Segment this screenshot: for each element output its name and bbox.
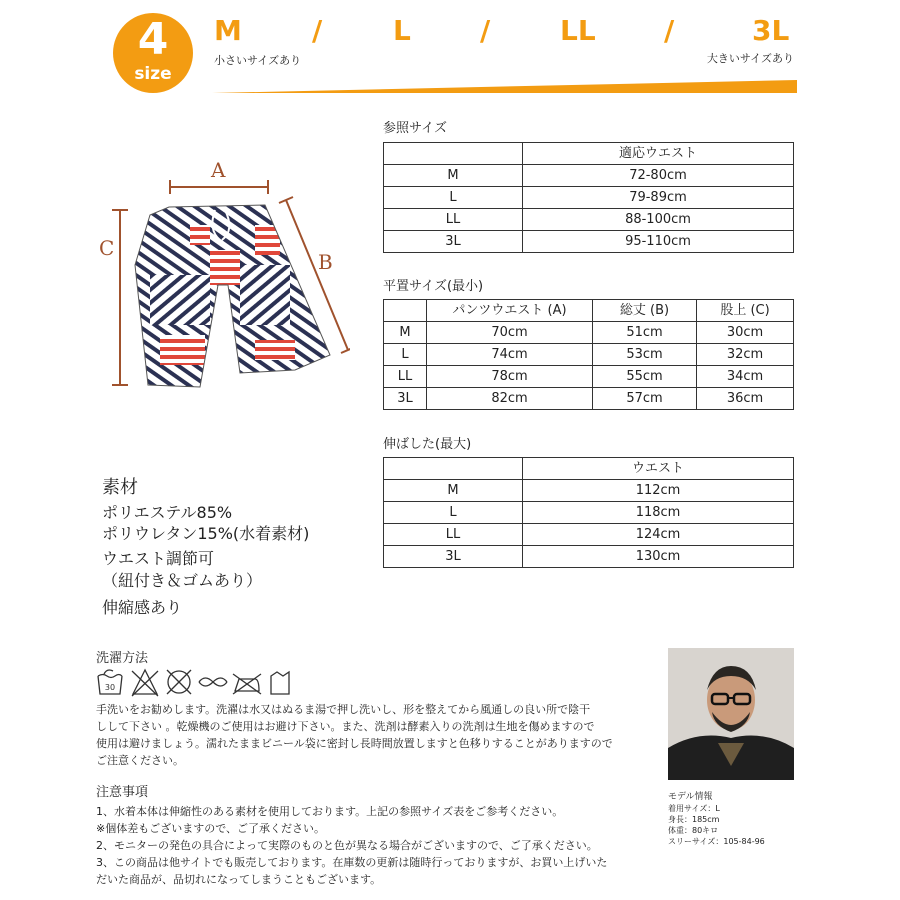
- value-cell: 32cm: [697, 344, 794, 366]
- header-cell: [384, 458, 523, 480]
- small-size-note: 小さいサイズあり: [214, 54, 302, 67]
- no-wring-icon: [199, 678, 227, 686]
- no-tumble-dry-icon: [167, 670, 191, 694]
- size-m: M: [214, 14, 242, 47]
- value-cell: 51cm: [593, 322, 697, 344]
- badge-number: 4: [137, 14, 169, 65]
- paragraph-line: しして下さい 。乾燥機のご使用はお避け下さい。また、洗剤は酵素入りの洗剤は生地を傷めますので: [96, 720, 595, 733]
- size-cell: 3L: [384, 546, 523, 568]
- reference-title: 参照サイズ: [383, 121, 447, 136]
- flat-size-table: [383, 299, 794, 410]
- washing-title: 洗濯方法: [96, 651, 149, 666]
- model-photo: [668, 648, 794, 780]
- size-cell: LL: [384, 209, 523, 231]
- header-cell: [384, 300, 427, 322]
- table-row: [384, 165, 794, 187]
- value-cell: 36cm: [697, 388, 794, 410]
- size-list: [212, 14, 797, 48]
- dry-clean-icon: [271, 672, 289, 694]
- value-cell: 88-100cm: [523, 209, 794, 231]
- header-cell: 総丈 (B): [593, 300, 697, 322]
- value-cell: 78cm: [427, 366, 593, 388]
- size-cell: L: [384, 187, 523, 209]
- model-info: [668, 803, 765, 847]
- value-cell: 79-89cm: [523, 187, 794, 209]
- table-row: [384, 366, 794, 388]
- note-line: 3、この商品は他サイトでも販売しております。在庫数の更新は随時行っておりますが、お買い上げいた: [96, 856, 608, 869]
- size-cell: L: [384, 344, 427, 366]
- flat-size-title: 平置サイズ(最小): [383, 279, 484, 294]
- table-header: [384, 458, 794, 480]
- value-cell: 57cm: [593, 388, 697, 410]
- table-header: [384, 300, 794, 322]
- shorts-measurement-diagram: [90, 155, 350, 400]
- label-b: B: [318, 250, 333, 274]
- size-cell: LL: [384, 524, 523, 546]
- badge-label: size: [134, 64, 172, 84]
- header-cell: 適応ウエスト: [523, 143, 794, 165]
- size-count-badge: [113, 13, 193, 93]
- value-cell: 124cm: [523, 524, 794, 546]
- header-cell: 股上 (C): [697, 300, 794, 322]
- table-row: [384, 209, 794, 231]
- note-line: だいた商品が、品切れになってしまうこともございます。: [96, 873, 382, 886]
- value-cell: 112cm: [523, 480, 794, 502]
- size-cell: M: [384, 322, 427, 344]
- table-header: [384, 143, 794, 165]
- value-cell: 74cm: [427, 344, 593, 366]
- table-row: [384, 524, 794, 546]
- size-l: L: [393, 14, 411, 47]
- size-cell: 3L: [384, 388, 427, 410]
- notes-text: [96, 803, 607, 888]
- value-cell: 53cm: [593, 344, 697, 366]
- paragraph-line: 手洗いをお勧めします。洗濯は水又はぬるま湯で押し洗いし、形を整えてから風通しの良い所で陰干: [96, 703, 591, 716]
- size-separator: /: [664, 14, 675, 47]
- material-line: 伸縮感あり: [102, 598, 183, 617]
- value-cell: 30cm: [697, 322, 794, 344]
- note-line: 1、水着本体は伸縮性のある素材を使用しております。上記の参照サイズ表をご参考ください。: [96, 805, 564, 818]
- header-accent-stripe: [212, 80, 797, 94]
- table-row: [384, 231, 794, 253]
- hand-wash-icon: [98, 670, 122, 694]
- size-cell: M: [384, 480, 523, 502]
- note-line: ※個体差もございますので、ご了承ください。: [96, 822, 325, 835]
- size-3l: 3L: [752, 14, 790, 47]
- table-row: [384, 344, 794, 366]
- model-info-line: 身長：185cm: [668, 815, 720, 824]
- table-row: [384, 187, 794, 209]
- size-cell: L: [384, 502, 523, 524]
- material-line: （紐付き＆ゴムあり）: [102, 571, 263, 590]
- material-title: 素材: [102, 477, 138, 498]
- care-icons: [95, 666, 295, 698]
- header-cell: ウエスト: [523, 458, 794, 480]
- value-cell: 34cm: [697, 366, 794, 388]
- header-cell: パンツウエスト (A): [427, 300, 593, 322]
- model-info-title: モデル情報: [668, 792, 713, 802]
- stretch-size-title: 伸ばした(最大): [383, 437, 472, 452]
- stretch-size-table: [383, 457, 794, 568]
- washing-text: [96, 701, 613, 769]
- large-size-note: 大きいサイズあり: [706, 52, 794, 65]
- model-info-line: 着用サイズ：L: [668, 804, 720, 813]
- no-bleach-icon: [132, 670, 158, 696]
- material-line: ウエスト調節可: [102, 549, 215, 568]
- size-cell: LL: [384, 366, 427, 388]
- size-separator: /: [480, 14, 491, 47]
- value-cell: 55cm: [593, 366, 697, 388]
- value-cell: 130cm: [523, 546, 794, 568]
- size-cell: M: [384, 165, 523, 187]
- material-line: ポリエステル85%: [102, 503, 233, 522]
- value-cell: 118cm: [523, 502, 794, 524]
- material-line: ポリウレタン15%(水着素材): [102, 524, 310, 543]
- model-info-line: 体重：80キロ: [668, 826, 719, 835]
- note-line: 2、モニターの発色の具合によって実際のものと色が異なる場合がございますので、ご了承ください。: [96, 839, 598, 852]
- table-row: [384, 388, 794, 410]
- paragraph-line: 使用は避けましょう。濡れたままビニール袋に密封し長時間放置しますと色移りすることがありますので: [96, 737, 613, 750]
- table-row: [384, 502, 794, 524]
- model-info-line: スリーサイズ：105-84-96: [668, 837, 765, 846]
- value-cell: 72-80cm: [523, 165, 794, 187]
- table-row: [384, 546, 794, 568]
- header-cell: [384, 143, 523, 165]
- size-cell: 3L: [384, 231, 523, 253]
- value-cell: 70cm: [427, 322, 593, 344]
- size-ll: LL: [560, 14, 596, 47]
- reference-size-table: [383, 142, 794, 253]
- table-row: [384, 480, 794, 502]
- label-a: A: [211, 158, 226, 182]
- no-iron-icon: [233, 674, 261, 694]
- notes-title: 注意事項: [96, 785, 149, 800]
- value-cell: 82cm: [427, 388, 593, 410]
- value-cell: 95-110cm: [523, 231, 794, 253]
- size-separator: /: [312, 14, 323, 47]
- table-row: [384, 322, 794, 344]
- label-c: C: [99, 236, 115, 260]
- wash-temp: 30: [104, 683, 116, 692]
- paragraph-line: ご注意ください。: [96, 754, 184, 767]
